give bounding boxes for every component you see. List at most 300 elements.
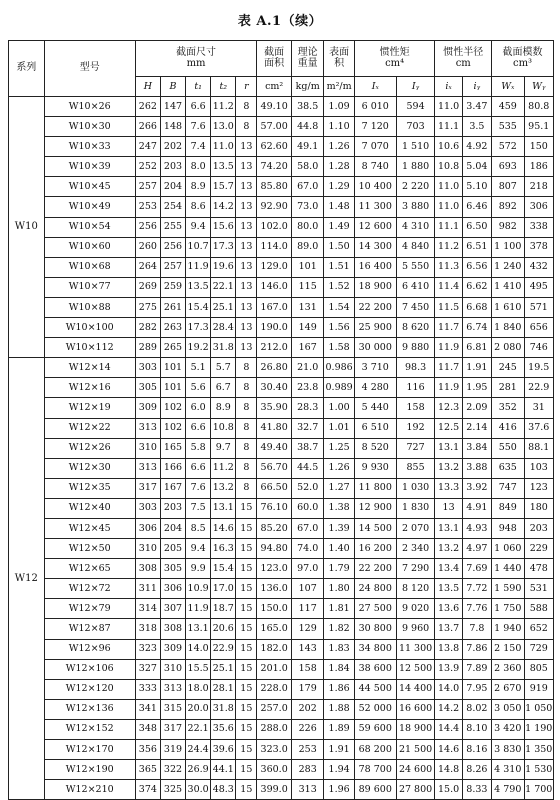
- value-cell: 1.51: [324, 257, 354, 277]
- value-cell: 1.95: [462, 378, 491, 398]
- value-cell: 6.56: [462, 257, 491, 277]
- value-cell: 269: [135, 277, 160, 297]
- value-cell: 308: [160, 619, 185, 639]
- value-cell: 204: [160, 177, 185, 197]
- value-cell: 317: [135, 478, 160, 498]
- value-cell: 6.46: [462, 197, 491, 217]
- table-row: [9, 257, 554, 277]
- model-cell: W10×33: [44, 137, 135, 157]
- value-cell: 3.47: [462, 97, 491, 117]
- value-cell: 15: [236, 740, 257, 760]
- value-cell: 7.6: [186, 478, 211, 498]
- value-cell: 1.89: [324, 719, 354, 739]
- value-cell: 257.0: [257, 699, 292, 719]
- value-cell: 746: [524, 338, 553, 358]
- value-cell: 13.1: [211, 498, 236, 518]
- value-cell: 306: [524, 197, 553, 217]
- value-cell: 228.0: [257, 679, 292, 699]
- model-cell: W10×68: [44, 257, 135, 277]
- value-cell: 16.3: [211, 539, 236, 559]
- value-cell: 212.0: [257, 338, 292, 358]
- value-cell: 3 880: [396, 197, 435, 217]
- value-cell: 6.68: [462, 297, 491, 317]
- value-cell: 4.97: [462, 539, 491, 559]
- value-cell: 67.0: [291, 177, 323, 197]
- value-cell: 15.5: [186, 659, 211, 679]
- value-cell: 11.2: [211, 97, 236, 117]
- model-cell: W10×100: [44, 318, 135, 338]
- value-cell: 5.1: [186, 358, 211, 378]
- value-cell: 15.4: [186, 297, 211, 317]
- value-cell: 10.7: [186, 237, 211, 257]
- value-cell: 1.39: [324, 518, 354, 538]
- value-cell: 6.6: [186, 458, 211, 478]
- value-cell: 30 000: [354, 338, 396, 358]
- value-cell: 19.6: [211, 257, 236, 277]
- value-cell: 204: [160, 518, 185, 538]
- value-cell: 67.0: [291, 518, 323, 538]
- value-cell: 6 410: [396, 277, 435, 297]
- value-cell: 15: [236, 639, 257, 659]
- value-cell: 68 200: [354, 740, 396, 760]
- value-cell: 5.8: [186, 438, 211, 458]
- value-cell: 2 070: [396, 518, 435, 538]
- value-cell: 11.0: [435, 97, 462, 117]
- value-cell: 1.86: [324, 679, 354, 699]
- value-cell: 28.4: [211, 318, 236, 338]
- value-cell: 311: [135, 579, 160, 599]
- value-cell: 52.0: [291, 478, 323, 498]
- sub-header-ix: Iₓ: [354, 77, 396, 97]
- value-cell: 8 620: [396, 318, 435, 338]
- model-cell: W10×45: [44, 177, 135, 197]
- value-cell: 13.2: [435, 539, 462, 559]
- sub-header-b: B: [160, 77, 185, 97]
- value-cell: 123.0: [257, 559, 292, 579]
- value-cell: 102: [160, 418, 185, 438]
- value-cell: 399.0: [257, 780, 292, 800]
- table-row: [9, 217, 554, 237]
- value-cell: 313: [291, 780, 323, 800]
- value-cell: 20.6: [211, 619, 236, 639]
- value-cell: 1 030: [396, 478, 435, 498]
- sub-header-area-unit: cm²: [257, 77, 292, 97]
- value-cell: 8 520: [354, 438, 396, 458]
- value-cell: 101: [291, 257, 323, 277]
- table-row: [9, 358, 554, 378]
- value-cell: 5.10: [462, 177, 491, 197]
- value-cell: 1 350: [524, 740, 553, 760]
- header-series: 系列: [9, 41, 45, 97]
- value-cell: 15: [236, 699, 257, 719]
- value-cell: 805: [524, 659, 553, 679]
- value-cell: 305: [135, 378, 160, 398]
- value-cell: 1.50: [324, 237, 354, 257]
- value-cell: 57.00: [257, 117, 292, 137]
- value-cell: 15: [236, 559, 257, 579]
- value-cell: 6.51: [462, 237, 491, 257]
- value-cell: 74.0: [291, 539, 323, 559]
- value-cell: 289: [135, 338, 160, 358]
- value-cell: 30.40: [257, 378, 292, 398]
- value-cell: 12.3: [435, 398, 462, 418]
- value-cell: 31.8: [211, 699, 236, 719]
- value-cell: 245: [492, 358, 524, 378]
- value-cell: 1 700: [524, 780, 553, 800]
- header-inertia-moment-label: 惯性矩: [379, 47, 410, 58]
- value-cell: 25.1: [211, 659, 236, 679]
- value-cell: 459: [492, 97, 524, 117]
- value-cell: 1.40: [324, 539, 354, 559]
- value-cell: 432: [524, 257, 553, 277]
- sub-header-wx: Wₓ: [492, 77, 524, 97]
- value-cell: 8: [236, 398, 257, 418]
- value-cell: 1 050: [524, 699, 553, 719]
- value-cell: 13.1: [435, 518, 462, 538]
- value-cell: 6.6: [186, 97, 211, 117]
- value-cell: 24 800: [354, 579, 396, 599]
- table-row: [9, 318, 554, 338]
- value-cell: 11.9: [435, 378, 462, 398]
- value-cell: 7 290: [396, 559, 435, 579]
- model-cell: W12×22: [44, 418, 135, 438]
- value-cell: 8: [236, 378, 257, 398]
- value-cell: 78 700: [354, 760, 396, 780]
- sub-header-ry: iᵧ: [462, 77, 491, 97]
- value-cell: 1.49: [324, 217, 354, 237]
- value-cell: 8.02: [462, 699, 491, 719]
- value-cell: 313: [160, 679, 185, 699]
- value-cell: 727: [396, 438, 435, 458]
- value-cell: 165: [160, 438, 185, 458]
- value-cell: 310: [135, 539, 160, 559]
- value-cell: 1.09: [324, 97, 354, 117]
- table-row: [9, 760, 554, 780]
- value-cell: 306: [160, 579, 185, 599]
- value-cell: 203: [160, 498, 185, 518]
- table-row: [9, 458, 554, 478]
- value-cell: 129: [291, 619, 323, 639]
- value-cell: 203: [524, 518, 553, 538]
- value-cell: 58.0: [291, 157, 323, 177]
- value-cell: 3.84: [462, 438, 491, 458]
- value-cell: 41.80: [257, 418, 292, 438]
- value-cell: 9 960: [396, 619, 435, 639]
- value-cell: 257: [160, 257, 185, 277]
- value-cell: 13.1: [435, 438, 462, 458]
- table-row: [9, 297, 554, 317]
- value-cell: 7.69: [462, 559, 491, 579]
- value-cell: 314: [135, 599, 160, 619]
- value-cell: 7.89: [462, 659, 491, 679]
- value-cell: 571: [524, 297, 553, 317]
- value-cell: 8: [236, 458, 257, 478]
- value-cell: 11 800: [354, 478, 396, 498]
- value-cell: 18.7: [211, 599, 236, 619]
- value-cell: 281: [492, 378, 524, 398]
- value-cell: 101: [160, 358, 185, 378]
- value-cell: 13.1: [186, 619, 211, 639]
- value-cell: 1 100: [492, 237, 524, 257]
- value-cell: 892: [492, 197, 524, 217]
- value-cell: 256: [160, 237, 185, 257]
- value-cell: 6.81: [462, 338, 491, 358]
- table-row: [9, 780, 554, 800]
- value-cell: 44 500: [354, 679, 396, 699]
- value-cell: 6 510: [354, 418, 396, 438]
- model-cell: W12×170: [44, 740, 135, 760]
- table-row: [9, 659, 554, 679]
- header-section-size-label: 截面尺寸: [176, 47, 217, 58]
- value-cell: 11.9: [435, 338, 462, 358]
- value-cell: 180: [524, 498, 553, 518]
- value-cell: 313: [135, 418, 160, 438]
- model-cell: W12×106: [44, 659, 135, 679]
- value-cell: 15: [236, 659, 257, 679]
- value-cell: 948: [492, 518, 524, 538]
- value-cell: 255: [160, 217, 185, 237]
- value-cell: 266: [135, 117, 160, 137]
- header-surface-line2: 积: [334, 57, 345, 69]
- model-cell: W12×35: [44, 478, 135, 498]
- value-cell: 5.7: [211, 358, 236, 378]
- value-cell: 1 410: [492, 277, 524, 297]
- value-cell: 325: [160, 780, 185, 800]
- value-cell: 11.1: [435, 117, 462, 137]
- value-cell: 15: [236, 518, 257, 538]
- value-cell: 247: [135, 137, 160, 157]
- value-cell: 13.4: [435, 559, 462, 579]
- value-cell: 15: [236, 719, 257, 739]
- value-cell: 165.0: [257, 619, 292, 639]
- value-cell: 73.0: [291, 197, 323, 217]
- value-cell: 123: [524, 478, 553, 498]
- value-cell: 1 240: [492, 257, 524, 277]
- value-cell: 13.2: [435, 458, 462, 478]
- value-cell: 6.0: [186, 398, 211, 418]
- value-cell: 310: [160, 659, 185, 679]
- table-row: [9, 679, 554, 699]
- value-cell: 1.84: [324, 659, 354, 679]
- value-cell: 150.0: [257, 599, 292, 619]
- table-title: 表 A.1（续）: [237, 14, 323, 29]
- value-cell: 8: [236, 418, 257, 438]
- value-cell: 31.8: [211, 338, 236, 358]
- value-cell: 1 940: [492, 619, 524, 639]
- model-cell: W12×136: [44, 699, 135, 719]
- value-cell: 1.82: [324, 619, 354, 639]
- value-cell: 1.10: [324, 117, 354, 137]
- value-cell: 1.88: [324, 699, 354, 719]
- value-cell: 148: [160, 117, 185, 137]
- value-cell: 76.10: [257, 498, 292, 518]
- value-cell: 97.0: [291, 559, 323, 579]
- value-cell: 1.27: [324, 478, 354, 498]
- value-cell: 14.8: [435, 760, 462, 780]
- value-cell: 9 930: [354, 458, 396, 478]
- value-cell: 31: [524, 398, 553, 418]
- value-cell: 2 670: [492, 679, 524, 699]
- value-cell: 11.9: [186, 599, 211, 619]
- model-cell: W12×120: [44, 679, 135, 699]
- value-cell: 265: [160, 338, 185, 358]
- value-cell: 18 900: [396, 719, 435, 739]
- value-cell: 9 880: [396, 338, 435, 358]
- value-cell: 95.1: [524, 117, 553, 137]
- table-row: [9, 498, 554, 518]
- value-cell: 37.6: [524, 418, 553, 438]
- value-cell: 8.16: [462, 740, 491, 760]
- value-cell: 22.9: [211, 639, 236, 659]
- value-cell: 1.91: [462, 358, 491, 378]
- value-cell: 16 400: [354, 257, 396, 277]
- value-cell: 6.74: [462, 318, 491, 338]
- value-cell: 1.52: [324, 277, 354, 297]
- value-cell: 9.9: [186, 559, 211, 579]
- value-cell: 572: [492, 137, 524, 157]
- value-cell: 365: [135, 760, 160, 780]
- model-cell: W10×88: [44, 297, 135, 317]
- value-cell: 378: [524, 237, 553, 257]
- value-cell: 2.14: [462, 418, 491, 438]
- header-weight: [291, 41, 323, 77]
- value-cell: 60.0: [291, 498, 323, 518]
- value-cell: 338: [524, 217, 553, 237]
- value-cell: 254: [160, 197, 185, 217]
- value-cell: 3.92: [462, 478, 491, 498]
- value-cell: 14.6: [435, 740, 462, 760]
- value-cell: 49.1: [291, 137, 323, 157]
- value-cell: 11.0: [435, 177, 462, 197]
- value-cell: 310: [135, 438, 160, 458]
- value-cell: 12 600: [354, 217, 396, 237]
- table-row: [9, 599, 554, 619]
- value-cell: 8: [236, 478, 257, 498]
- value-cell: 203: [160, 157, 185, 177]
- value-cell: 15.7: [211, 177, 236, 197]
- value-cell: 4.92: [462, 137, 491, 157]
- table-row: [9, 639, 554, 659]
- value-cell: 13.5: [211, 157, 236, 177]
- table-row: [9, 438, 554, 458]
- value-cell: 1.91: [324, 740, 354, 760]
- value-cell: 8.9: [186, 177, 211, 197]
- value-cell: 6 010: [354, 97, 396, 117]
- value-cell: 186: [524, 157, 553, 177]
- model-cell: W12×65: [44, 559, 135, 579]
- sub-header-surface-unit: m²/m: [324, 77, 354, 97]
- value-cell: 14.2: [435, 699, 462, 719]
- value-cell: 11.4: [435, 277, 462, 297]
- value-cell: 22.9: [524, 378, 553, 398]
- value-cell: 4 280: [354, 378, 396, 398]
- model-cell: W12×14: [44, 358, 135, 378]
- value-cell: 1.80: [324, 579, 354, 599]
- value-cell: 3.88: [462, 458, 491, 478]
- value-cell: 6.6: [186, 418, 211, 438]
- model-cell: W10×54: [44, 217, 135, 237]
- value-cell: 308: [135, 559, 160, 579]
- value-cell: 8.26: [462, 760, 491, 780]
- value-cell: 14.0: [186, 639, 211, 659]
- model-cell: W12×152: [44, 719, 135, 739]
- value-cell: 38.5: [291, 97, 323, 117]
- value-cell: 8: [236, 97, 257, 117]
- value-cell: 7 120: [354, 117, 396, 137]
- value-cell: 15: [236, 679, 257, 699]
- value-cell: 15: [236, 760, 257, 780]
- value-cell: 3 830: [492, 740, 524, 760]
- value-cell: 531: [524, 579, 553, 599]
- header-weight-line2: 重量: [297, 57, 318, 69]
- model-cell: W10×49: [44, 197, 135, 217]
- value-cell: 4 790: [492, 780, 524, 800]
- sub-header-weight-unit: kg/m: [291, 77, 323, 97]
- model-cell: W10×26: [44, 97, 135, 117]
- value-cell: 12.5: [435, 418, 462, 438]
- table-row: [9, 177, 554, 197]
- value-cell: 315: [160, 699, 185, 719]
- table-row: [9, 378, 554, 398]
- value-cell: 356: [135, 740, 160, 760]
- value-cell: 30 800: [354, 619, 396, 639]
- value-cell: 4.91: [462, 498, 491, 518]
- value-cell: 38.7: [291, 438, 323, 458]
- value-cell: 849: [492, 498, 524, 518]
- model-cell: W12×16: [44, 378, 135, 398]
- value-cell: 22.1: [186, 719, 211, 739]
- value-cell: 309: [160, 639, 185, 659]
- value-cell: 7.76: [462, 599, 491, 619]
- value-cell: 15: [236, 619, 257, 639]
- value-cell: 14 400: [396, 679, 435, 699]
- value-cell: 4 840: [396, 237, 435, 257]
- value-cell: 26.9: [186, 760, 211, 780]
- value-cell: 28.3: [291, 398, 323, 418]
- value-cell: 13: [236, 157, 257, 177]
- value-cell: 23.8: [291, 378, 323, 398]
- value-cell: 919: [524, 679, 553, 699]
- value-cell: 14.6: [211, 518, 236, 538]
- value-cell: 44.8: [291, 117, 323, 137]
- value-cell: 253: [291, 740, 323, 760]
- model-cell: W12×40: [44, 498, 135, 518]
- value-cell: 729: [524, 639, 553, 659]
- model-cell: W12×210: [44, 780, 135, 800]
- model-cell: W12×45: [44, 518, 135, 538]
- sub-header-h: H: [135, 77, 160, 97]
- series-cell: W12: [9, 358, 45, 800]
- value-cell: 1 530: [524, 760, 553, 780]
- value-cell: 333: [135, 679, 160, 699]
- value-cell: 855: [396, 458, 435, 478]
- header-radius-unit: cm: [455, 57, 471, 69]
- value-cell: 103: [524, 458, 553, 478]
- value-cell: 25.1: [211, 297, 236, 317]
- value-cell: 27 500: [354, 599, 396, 619]
- header-section-size: [135, 41, 257, 77]
- value-cell: 495: [524, 277, 553, 297]
- value-cell: 38 600: [354, 659, 396, 679]
- value-cell: 13: [236, 177, 257, 197]
- header-modulus: [492, 41, 554, 77]
- value-cell: 98.3: [396, 358, 435, 378]
- value-cell: 303: [135, 358, 160, 378]
- value-cell: 34 800: [354, 639, 396, 659]
- value-cell: 27 800: [396, 780, 435, 800]
- value-cell: 348: [135, 719, 160, 739]
- value-cell: 44.5: [291, 458, 323, 478]
